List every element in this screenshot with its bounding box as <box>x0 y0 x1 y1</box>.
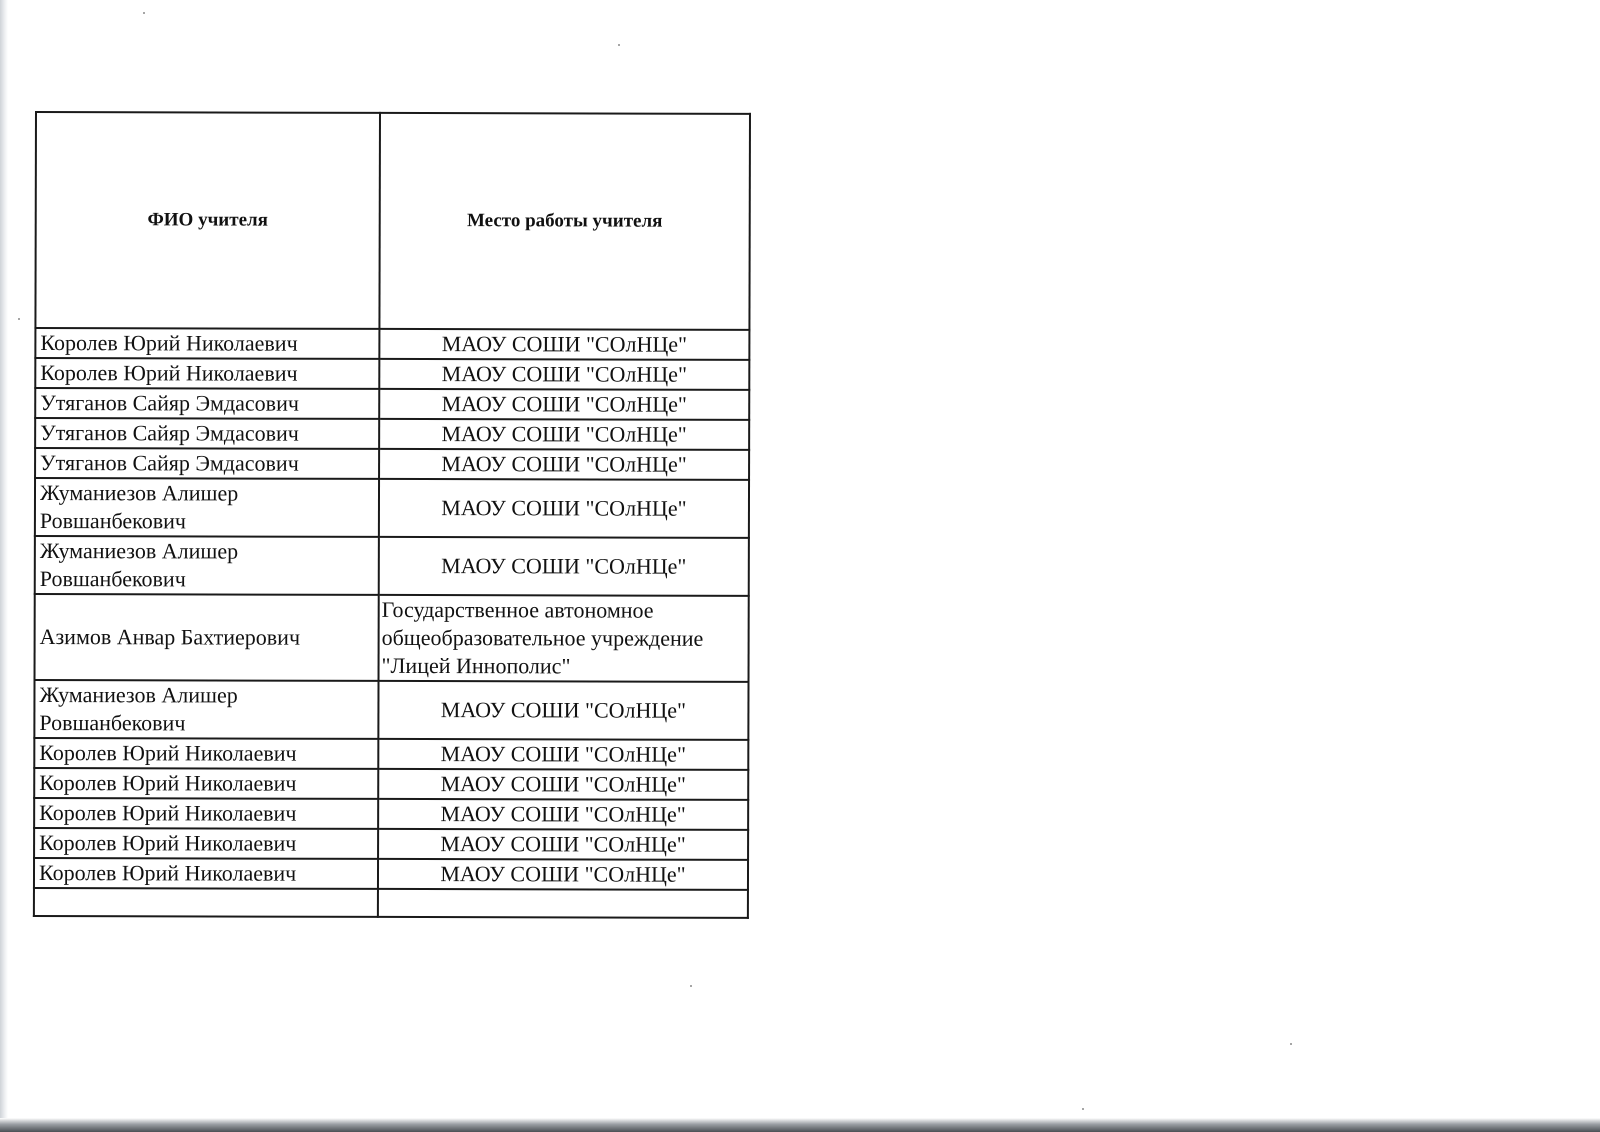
workplace-cell: МАОУ СОШИ "СОлНЦе" <box>378 739 748 770</box>
teacher-name-cell <box>34 888 378 917</box>
teacher-name-cell: Утяганов Сайяр Эмдасович <box>35 448 379 479</box>
table-row-empty <box>34 888 748 918</box>
table-row <box>35 328 749 360</box>
teacher-name-cell: Жуманиезов Алишер Ровшанбекович <box>35 478 379 537</box>
workplace-cell <box>378 889 748 918</box>
scan-speck <box>18 318 20 320</box>
scan-speck <box>618 44 620 46</box>
scan-speck <box>1290 1043 1292 1045</box>
table-row <box>35 448 749 480</box>
teacher-name-cell: Королев Юрий Николаевич <box>35 358 379 389</box>
scan-edge-bottom <box>0 1118 1600 1132</box>
teacher-name-cell: Жуманиезов Алишер Ровшанбекович <box>35 536 379 595</box>
table-row <box>35 358 749 390</box>
teacher-name-cell: Жуманиезов Алишер Ровшанбекович <box>34 680 378 739</box>
table-row <box>34 768 748 800</box>
workplace-cell: МАОУ СОШИ "СОлНЦе" <box>378 681 748 740</box>
table-row <box>34 828 748 860</box>
table-row <box>34 680 748 740</box>
table-row <box>34 858 748 890</box>
header-teacher-workplace: Место работы учителя <box>379 113 750 330</box>
teacher-name-cell: Утяганов Сайяр Эмдасович <box>35 388 379 419</box>
header-teacher-name: ФИО учителя <box>35 112 380 329</box>
workplace-cell: МАОУ СОШИ "СОлНЦе" <box>379 329 749 360</box>
workplace-cell: МАОУ СОШИ "СОлНЦе" <box>379 449 749 480</box>
teacher-name-cell: Королев Юрий Николаевич <box>35 328 379 359</box>
table-row <box>35 594 749 682</box>
teachers-table <box>33 111 751 919</box>
workplace-cell: МАОУ СОШИ "СОлНЦе" <box>379 359 749 390</box>
table-row <box>35 418 749 450</box>
workplace-cell: Государственное автономное общеобразовательное учреждение "Лицей Иннополис" <box>379 595 749 682</box>
teacher-name-cell: Утяганов Сайяр Эмдасович <box>35 418 379 449</box>
table-row <box>35 388 749 420</box>
teacher-name-cell: Азимов Анвар Бахтиерович <box>35 594 379 681</box>
table-row <box>34 798 748 830</box>
teacher-name-cell: Королев Юрий Николаевич <box>34 768 378 799</box>
teacher-name-cell: Королев Юрий Николаевич <box>34 798 378 829</box>
workplace-cell: МАОУ СОШИ "СОлНЦе" <box>379 537 749 596</box>
workplace-cell: МАОУ СОШИ "СОлНЦе" <box>378 769 748 800</box>
teacher-name-cell: Королев Юрий Николаевич <box>34 858 378 889</box>
workplace-cell: МАОУ СОШИ "СОлНЦе" <box>379 389 749 420</box>
workplace-cell: МАОУ СОШИ "СОлНЦе" <box>378 859 748 890</box>
scan-speck <box>690 985 692 987</box>
teacher-name-cell: Королев Юрий Николаевич <box>34 828 378 859</box>
workplace-cell: МАОУ СОШИ "СОлНЦе" <box>379 419 749 450</box>
table-row <box>35 478 749 538</box>
scan-speck <box>1082 1108 1084 1110</box>
workplace-cell: МАОУ СОШИ "СОлНЦе" <box>378 829 748 860</box>
workplace-cell: МАОУ СОШИ "СОлНЦе" <box>379 479 749 538</box>
table-row <box>34 738 748 770</box>
scan-edge-left <box>0 0 8 1132</box>
teacher-name-cell: Королев Юрий Николаевич <box>34 738 378 769</box>
workplace-cell: МАОУ СОШИ "СОлНЦе" <box>378 799 748 830</box>
table-header-row <box>35 112 750 330</box>
scan-speck <box>143 12 145 14</box>
table-row <box>35 536 749 596</box>
